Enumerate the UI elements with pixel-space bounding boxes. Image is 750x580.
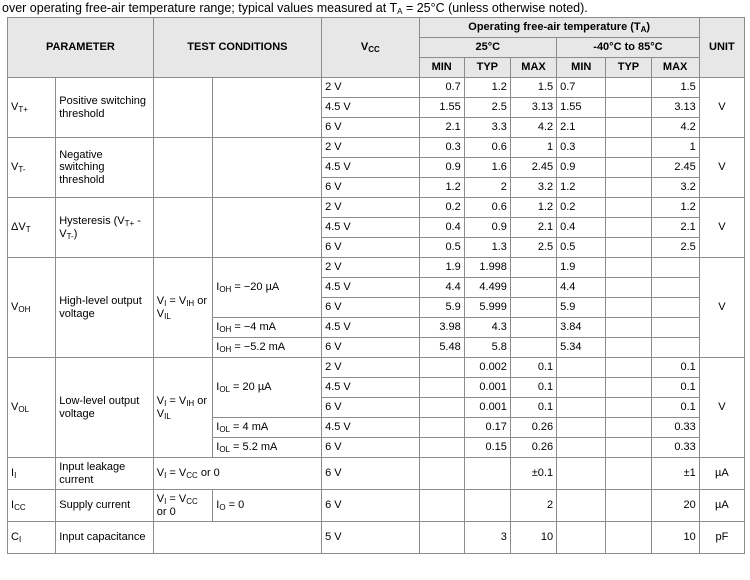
param-symbol-vol: $V_{OL}$: [8, 358, 56, 458]
max-value: 2.5: [510, 238, 556, 258]
typ-value: 2.5: [464, 98, 510, 118]
typ-value: 5.999: [464, 298, 510, 318]
param-symbol-icc: $I_{CC}$: [8, 490, 56, 522]
min-value: [557, 418, 606, 438]
header-min: MIN: [557, 58, 606, 78]
test-condition-empty: [213, 138, 322, 198]
param-name-ci: Input capacitance: [56, 522, 154, 554]
min-value: 1.9: [557, 258, 606, 278]
test-condition-vi-vcc: $V_I = V_{CC}$ or 0: [153, 458, 321, 490]
test-condition-empty: [213, 198, 322, 258]
vcc-value: 2 V: [322, 198, 420, 218]
min-value: 0.9: [419, 158, 464, 178]
typ-value: 0.002: [464, 358, 510, 378]
typ-value: [606, 158, 651, 178]
max-value: [651, 298, 699, 318]
test-condition-vi-vcc: $V_I = V_{CC}$ or 0: [153, 490, 213, 522]
typ-value: 5.8: [464, 338, 510, 358]
min-value: 0.4: [557, 218, 606, 238]
max-value: 1.5: [510, 78, 556, 98]
typ-value: 0.15: [464, 438, 510, 458]
typ-value: [606, 278, 651, 298]
max-value: 1.5: [651, 78, 699, 98]
typ-value: [606, 338, 651, 358]
max-value: 3.13: [651, 98, 699, 118]
max-value: 0.26: [510, 438, 556, 458]
max-value: [651, 278, 699, 298]
typ-value: [606, 298, 651, 318]
header-typ: TYP: [606, 58, 651, 78]
min-value: 0.4: [419, 218, 464, 238]
vcc-value: 5 V: [322, 522, 420, 554]
typ-value: 3.3: [464, 118, 510, 138]
max-value: [510, 258, 556, 278]
max-value: 1: [651, 138, 699, 158]
max-value: 0.1: [651, 358, 699, 378]
max-value: ±1: [651, 458, 699, 490]
unit-value: V: [699, 358, 744, 458]
max-value: 2.45: [510, 158, 556, 178]
param-symbol-vt-minus: $V_{T-}$: [8, 138, 56, 198]
unit-value: V: [699, 138, 744, 198]
min-value: 3.84: [557, 318, 606, 338]
min-value: 1.2: [557, 178, 606, 198]
typ-value: 2: [464, 178, 510, 198]
param-symbol-ci: $C_I$: [8, 522, 56, 554]
test-condition-vi: $V_I = V_{IH}$ or $V_{IL}$: [153, 258, 213, 358]
typ-value: [606, 418, 651, 438]
min-value: [557, 522, 606, 554]
max-value: 3.2: [510, 178, 556, 198]
min-value: 4.4: [557, 278, 606, 298]
typ-value: [606, 198, 651, 218]
test-condition-io: $I_O = 0$: [213, 490, 322, 522]
max-value: 0.26: [510, 418, 556, 438]
electrical-characteristics-table: [7, 17, 745, 554]
min-value: 5.48: [419, 338, 464, 358]
min-value: [557, 358, 606, 378]
header-max: MAX: [510, 58, 556, 78]
unit-value: pF: [699, 522, 744, 554]
vcc-value: 6 V: [322, 398, 420, 418]
vcc-value: 4.5 V: [322, 378, 420, 398]
min-value: [419, 490, 464, 522]
typ-value: 3: [464, 522, 510, 554]
max-value: 10: [510, 522, 556, 554]
vcc-value: 6 V: [322, 178, 420, 198]
min-value: [419, 458, 464, 490]
typ-value: 0.9: [464, 218, 510, 238]
max-value: 0.1: [510, 398, 556, 418]
typ-value: 1.6: [464, 158, 510, 178]
param-name-icc: Supply current: [56, 490, 154, 522]
max-value: 1.2: [510, 198, 556, 218]
min-value: 0.7: [557, 78, 606, 98]
param-symbol-voh: $V_{OH}$: [8, 258, 56, 358]
param-symbol-delta-vt: $\Delta V_T$: [8, 198, 56, 258]
test-condition-iol-5-2ma: $I_{OL} = 5.2$ mA: [213, 438, 322, 458]
typ-value: [606, 458, 651, 490]
min-value: [419, 378, 464, 398]
max-value: 0.33: [651, 418, 699, 438]
header-parameter: PARAMETER: [8, 18, 154, 78]
test-condition-ioh-4ma: $I_{OH} = -4$ mA: [213, 318, 322, 338]
min-value: [557, 438, 606, 458]
header-unit: UNIT: [699, 18, 744, 78]
min-value: [419, 418, 464, 438]
test-condition-iol-20ua: $I_{OL} = 20$ µA: [213, 358, 322, 418]
param-name-vt-minus: Negative switching threshold: [56, 138, 154, 198]
unit-value: µA: [699, 490, 744, 522]
max-value: 10: [651, 522, 699, 554]
vcc-value: 4.5 V: [322, 278, 420, 298]
max-value: 20: [651, 490, 699, 522]
max-value: [651, 318, 699, 338]
min-value: 1.9: [419, 258, 464, 278]
min-value: 1.55: [419, 98, 464, 118]
vcc-value: 4.5 V: [322, 218, 420, 238]
max-value: 0.1: [651, 398, 699, 418]
min-value: 2.1: [557, 118, 606, 138]
vcc-value: 4.5 V: [322, 98, 420, 118]
typ-value: [606, 358, 651, 378]
max-value: 3.13: [510, 98, 556, 118]
typ-value: 0.6: [464, 198, 510, 218]
typ-value: [606, 78, 651, 98]
min-value: 0.7: [419, 78, 464, 98]
param-symbol-ii: $I_I$: [8, 458, 56, 490]
typ-value: 1.3: [464, 238, 510, 258]
max-value: 0.33: [651, 438, 699, 458]
vcc-value: 6 V: [322, 438, 420, 458]
vcc-value: 2 V: [322, 258, 420, 278]
typ-value: [606, 178, 651, 198]
min-value: [419, 398, 464, 418]
typ-value: 1.998: [464, 258, 510, 278]
test-condition-empty: [153, 198, 213, 258]
typ-value: 0.17: [464, 418, 510, 438]
typ-value: [606, 238, 651, 258]
vcc-value: 4.5 V: [322, 158, 420, 178]
param-name-vol: Low-level output voltage: [56, 358, 154, 458]
typ-value: [606, 98, 651, 118]
max-value: 1.2: [651, 198, 699, 218]
param-name-ii: Input leakage current: [56, 458, 154, 490]
min-value: 4.4: [419, 278, 464, 298]
vcc-value: 6 V: [322, 490, 420, 522]
typ-value: [606, 118, 651, 138]
min-value: [557, 458, 606, 490]
test-condition-empty: [213, 78, 322, 138]
header-vcc: $V_{CC}$: [322, 18, 420, 78]
typ-value: 4.3: [464, 318, 510, 338]
table-caption: over operating free-air temperature range; typical values measured at $T_A = 25^\circ C$ (unless otherwise noted).: [2, 1, 588, 16]
header-temp-25c: 25°C: [419, 38, 557, 58]
vcc-value: 2 V: [322, 138, 420, 158]
max-value: [651, 258, 699, 278]
min-value: 0.2: [557, 198, 606, 218]
test-condition-empty: [153, 522, 321, 554]
typ-value: [606, 378, 651, 398]
max-value: 2.1: [651, 218, 699, 238]
test-condition-ioh-5-2ma: $I_{OH} = -5.2$ mA: [213, 338, 322, 358]
unit-value: V: [699, 198, 744, 258]
test-condition-iol-4ma: $I_{OL} = 4$ mA: [213, 418, 322, 438]
min-value: [419, 522, 464, 554]
vcc-value: 6 V: [322, 338, 420, 358]
max-value: 0.1: [510, 378, 556, 398]
max-value: 4.2: [510, 118, 556, 138]
min-value: [557, 398, 606, 418]
min-value: 1.2: [419, 178, 464, 198]
max-value: [510, 298, 556, 318]
typ-value: [606, 398, 651, 418]
min-value: 0.5: [419, 238, 464, 258]
typ-value: [606, 258, 651, 278]
test-condition-ioh-20ua: $I_{OH} = -20$ µA: [213, 258, 322, 318]
param-name-hysteresis: Hysteresis $(V_{T+} - V_{T-})$: [56, 198, 154, 258]
min-value: [419, 438, 464, 458]
typ-value: 0.6: [464, 138, 510, 158]
typ-value: 0.001: [464, 398, 510, 418]
max-value: 2.45: [651, 158, 699, 178]
min-value: 5.9: [557, 298, 606, 318]
vcc-value: 6 V: [322, 118, 420, 138]
unit-value: V: [699, 258, 744, 358]
max-value: 2.1: [510, 218, 556, 238]
typ-value: [606, 522, 651, 554]
max-value: 4.2: [651, 118, 699, 138]
min-value: 0.3: [557, 138, 606, 158]
typ-value: [606, 218, 651, 238]
min-value: 2.1: [419, 118, 464, 138]
header-max: MAX: [651, 58, 699, 78]
param-symbol-vt-plus: $V_{T+}$: [8, 78, 56, 138]
max-value: 3.2: [651, 178, 699, 198]
typ-value: 4.499: [464, 278, 510, 298]
min-value: 0.2: [419, 198, 464, 218]
vcc-value: 6 V: [322, 238, 420, 258]
min-value: 3.98: [419, 318, 464, 338]
typ-value: 1.2: [464, 78, 510, 98]
min-value: [557, 490, 606, 522]
typ-value: [606, 138, 651, 158]
max-value: [510, 318, 556, 338]
min-value: 0.5: [557, 238, 606, 258]
vcc-value: 2 V: [322, 358, 420, 378]
header-typ: TYP: [464, 58, 510, 78]
min-value: 5.9: [419, 298, 464, 318]
typ-value: 0.001: [464, 378, 510, 398]
header-min: MIN: [419, 58, 464, 78]
typ-value: [606, 438, 651, 458]
max-value: ±0.1: [510, 458, 556, 490]
vcc-value: 4.5 V: [322, 418, 420, 438]
min-value: 5.34: [557, 338, 606, 358]
test-condition-empty: [153, 78, 213, 138]
typ-value: [464, 490, 510, 522]
typ-value: [606, 490, 651, 522]
typ-value: [464, 458, 510, 490]
header-operating-temp: Operating free-air temperature $(T_A)$: [419, 18, 699, 38]
max-value: 0.1: [510, 358, 556, 378]
max-value: 0.1: [651, 378, 699, 398]
max-value: 2: [510, 490, 556, 522]
vcc-value: 2 V: [322, 78, 420, 98]
unit-value: V: [699, 78, 744, 138]
unit-value: µA: [699, 458, 744, 490]
max-value: 1: [510, 138, 556, 158]
max-value: [651, 338, 699, 358]
min-value: [557, 378, 606, 398]
min-value: 0.3: [419, 138, 464, 158]
typ-value: [606, 318, 651, 338]
min-value: [419, 358, 464, 378]
test-condition-empty: [153, 138, 213, 198]
min-value: 0.9: [557, 158, 606, 178]
vcc-value: 6 V: [322, 458, 420, 490]
min-value: 1.55: [557, 98, 606, 118]
vcc-value: 6 V: [322, 298, 420, 318]
param-name-voh: High-level output voltage: [56, 258, 154, 358]
max-value: 2.5: [651, 238, 699, 258]
test-condition-vi: $V_I = V_{IH}$ or $V_{IL}$: [153, 358, 213, 458]
max-value: [510, 338, 556, 358]
header-temp-range: -40°C to 85°C: [557, 38, 700, 58]
max-value: [510, 278, 556, 298]
header-test-conditions: TEST CONDITIONS: [153, 18, 321, 78]
vcc-value: 4.5 V: [322, 318, 420, 338]
param-name-vt-plus: Positive switching threshold: [56, 78, 154, 138]
